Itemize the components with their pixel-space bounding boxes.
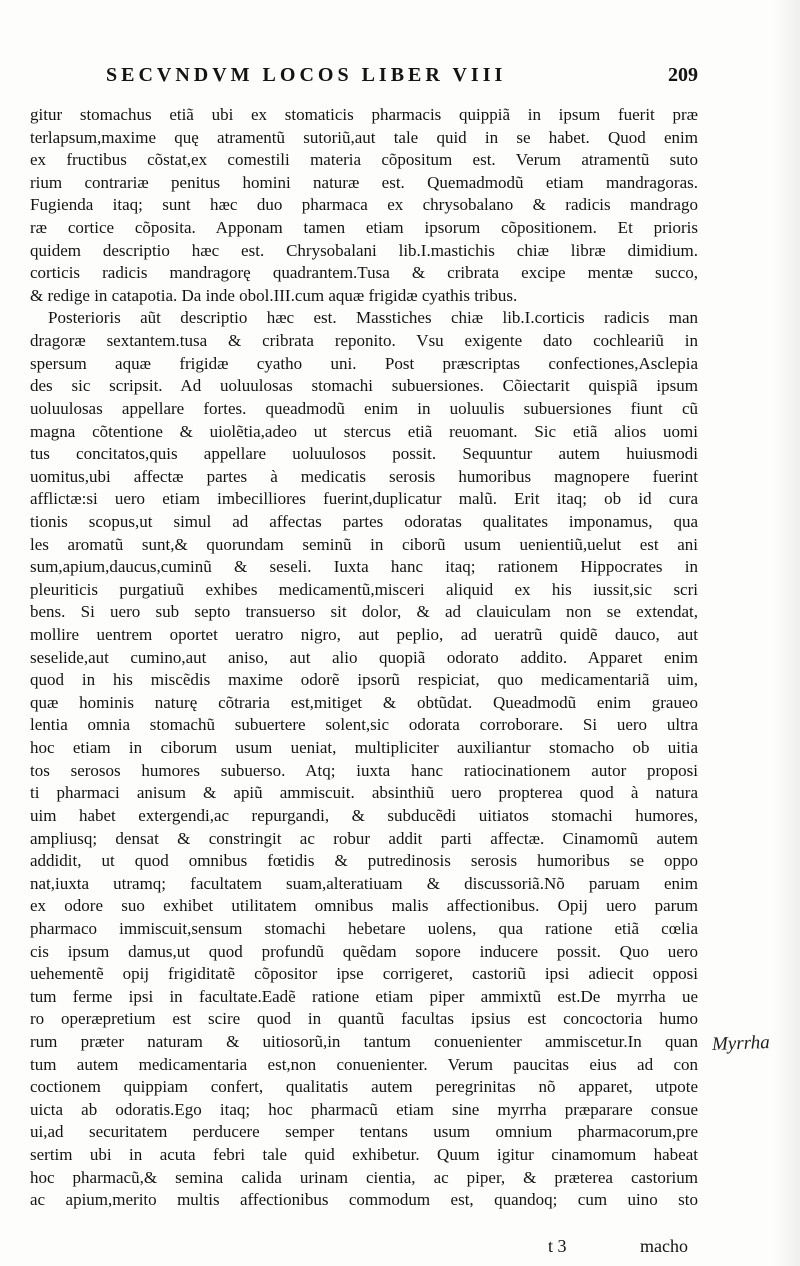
text-line: tus concitatos,quis appellare uoluulosos possit. Sequuntur autem huiusmodi — [30, 444, 698, 464]
text-line: magna cõtentione & uiolẽtia,adeo ut stercus etiã reuomant. Sic etiã alios uomi — [30, 421, 698, 441]
text-line: ex fructibus cõstat,ex comestili materia cõpositum est. Verum atramentũ suto — [30, 150, 698, 170]
text-line: afflictæ:si uero etiam imbecilliores fuerint,duplicatur malũ. Erit itaq; ob id cura — [30, 489, 698, 509]
text-line: hoc pharmacũ,& semina calida urinam cientia, ac piper, & præterea castorium — [30, 1167, 698, 1187]
text-line: les aromatũ sunt,& quorundam seminũ in ciborũ usum uenientiũ,uelut est ani — [30, 534, 698, 554]
text-line: corticis radicis mandragorę quadrantem.Tusa & cribrata excipe mentæ succo, — [30, 263, 698, 283]
text-line: Fugienda itaq; sunt hæc duo pharmaca ex chrysobalano & radicis mandrago — [30, 195, 698, 215]
text-line: tum autem medicamentaria est,non conuenienter. Verum paucitas eius ad con — [30, 1054, 698, 1074]
body-text — [30, 104, 698, 1212]
text-line: ro operæpretium est scire quod in quantũ facultas ipsius est concoctoria humo — [30, 1009, 698, 1029]
text-line: gitur stomachus etiã ubi ex stomaticis pharmacis quippiã in ipsum fuerit præ — [30, 105, 698, 124]
text-line: des sic scripsit. Ad uoluulosas stomachi subuersiones. Cõiectarit quispiã ipsum — [30, 376, 698, 396]
text-line: hoc etiam in ciborum usum ueniat, multipliciter auxiliantur stomacho ob uitia — [30, 738, 698, 758]
text-line: tionis scopus,ut simul ad affectas partes odoratas qualitates imponamus, qua — [30, 511, 698, 531]
text-line: ræ cortice cõposita. Apponam tamen etiam ipsorum cõpositionem. Et prioris — [30, 218, 698, 238]
text-line: uoluulosas appellare fortes. queadmodũ enim in uoluulis subuersiones fiunt cũ — [30, 398, 698, 418]
text-line: sertim ubi in acuta febri tale quid exhibetur. Quum igitur cinamomum habeat — [30, 1145, 698, 1165]
text-line: uomitus,ubi affectæ partes à medicatis serosis humoribus magnopere fuerint — [30, 466, 698, 486]
text-line: cis ipsum damus,ut quod profundũ quẽdam sopore inducere possit. Quo uero — [30, 941, 698, 961]
text-line: addidit, ut quod omnibus fœtidis & putredinosis serosis humoribus se oppo — [30, 851, 698, 871]
text-line: dragoræ sextantem.tusa & cribrata reponito. Vsu exigente dato cochleariũ in — [30, 331, 698, 351]
text-line: uicta ab odoratis.Ego itaq; hoc pharmacũ etiam sine myrrha præparare consue — [30, 1099, 698, 1119]
text-line: pharmaco immiscuit,sensum stomachi hebetare uolens, qua ratione etiã cœlia — [30, 918, 698, 938]
catchword: macho — [640, 1236, 688, 1256]
text-line: rum præter naturam & uitiosorũ,in tantum conuenienter ammiscetur.In quan — [30, 1031, 698, 1051]
text-line: quod in his miscẽdis maxime odorẽ ipsorũ respiciat, quo medicamentariã uim, — [30, 670, 698, 690]
text-line: uehementẽ opij frigiditatẽ cõpositor ipse corrigeret, castoriũ ipsi adiecit opposi — [30, 964, 698, 984]
margin-note-myrrha: Myrrha — [711, 1031, 771, 1056]
text-line: pleuriticis purgatiuũ exhibes medicamentũ,misceri aliquid ex his iussit,sic scri — [30, 579, 698, 599]
text-line: tum ferme ipsi in facultate.Eadẽ ratione etiam piper ammixtũ est.De myrrha ue — [30, 986, 698, 1006]
text-line: quidem descriptio hæc est. Chrysobalani lib.I.mastichis chiæ libræ dimidium. — [30, 240, 698, 260]
printer-signature: t 3 — [548, 1236, 567, 1256]
text-line: ac apium,merito multis affectionibus commodum est, quandoq; cum uino sto — [30, 1190, 698, 1210]
text-line: tos serosos humores subuerso. Atq; iuxta hanc ratiocinationem autor proposi — [30, 760, 698, 780]
text-line: lentia omnia stomachũ subuertere solent,sic odorata corroborare. Si uero ultra — [30, 715, 698, 735]
text-line: ui,ad securitatem perducere semper tentans usum omnium pharmacorum,pre — [30, 1122, 698, 1142]
page-edge-shadow — [774, 0, 800, 1266]
text-line: coctionem quippiam confert, qualitatis autem peregrinitas nõ apparet, utpote — [30, 1077, 698, 1097]
text-line: ti pharmaci anisum & apiũ ammiscuit. absinthiũ uero propterea quod à natura — [30, 783, 698, 803]
text-line: bens. Si uero sub septo transuerso sit dolor, & ad clauiculam non se extendat, — [30, 602, 698, 622]
text-line: spersum aquæ frigidæ cyatho uni. Post præscriptas confectiones,Asclepia — [30, 353, 698, 373]
text-line: & redige in catapotia. Da inde obol.III.cum aquæ frigidæ cyathis tribus. — [30, 285, 518, 305]
text-line: sum,apium,daucus,cuminũ & seseli. Iuxta hanc itaq; rationem Hippocrates in — [30, 557, 698, 577]
text-line: rium contrariæ penitus homini naturæ est. Quemadmodũ etiam mandragoras. — [30, 172, 698, 192]
text-line: quæ hominis naturę cõtraria est,mitiget & obtũdat. Queadmodũ enim graueo — [30, 692, 698, 712]
text-line: nat,iuxta utramq; facultatem suam,alteratiuam & discussoriã.Nõ paruam enim — [30, 873, 698, 893]
text-line: ampliusq; densat & constringit ac robur addit parti affectæ. Cinamomũ autem — [30, 828, 698, 848]
text-line: terlapsum,maxime quę atramentũ sutoriũ,aut tale quid in se habet. Quod enim — [30, 127, 698, 147]
running-title: SECVNDVM LOCOS LIBER VIII — [106, 64, 507, 86]
text-line: uim habet extergendi,ac repurgandi, & subducẽdi uitiatos stomachi humores, — [30, 805, 698, 825]
text-line: mollire uentrem oportet ueratro nigro, aut peplio, ad ueratrũ quidẽ dauco, aut — [30, 625, 698, 645]
text-line: ex odore suo exhibet utilitatem omnibus malis affectionibus. Opij uero parum — [30, 896, 698, 916]
text-line: Posterioris aũt descriptio hæc est. Masstiches chiæ lib.I.corticis radicis man — [48, 308, 698, 328]
running-head — [100, 64, 700, 94]
text-line: seselide,aut cumino,aut aniso, aut alio quopiã odorato addito. Apparet enim — [30, 647, 698, 667]
page-number: 209 — [668, 64, 698, 86]
